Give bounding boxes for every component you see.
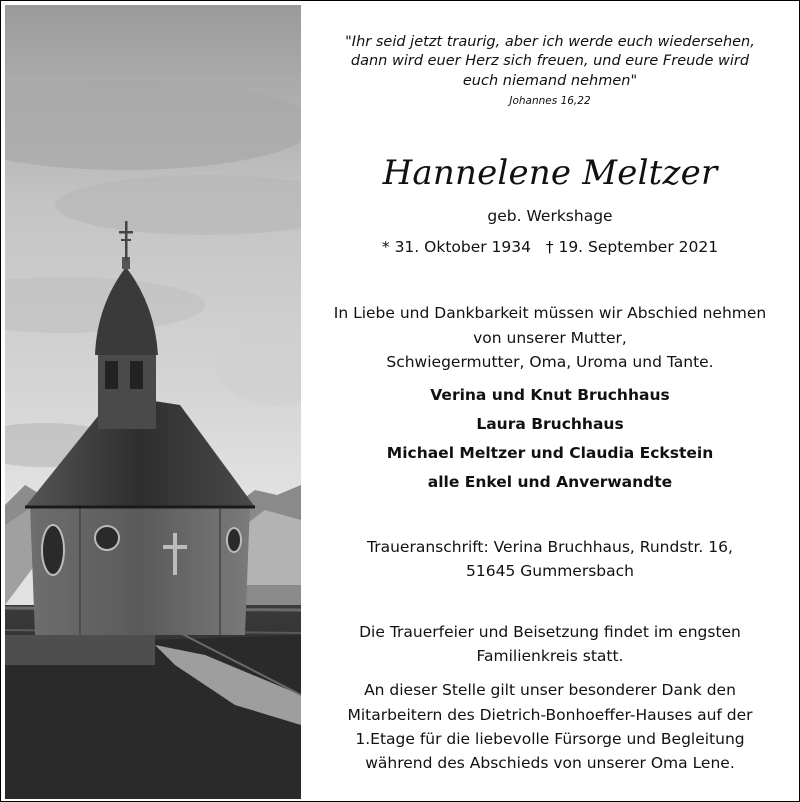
quote-line-2: dann wird euer Herz sich freuen, und eure Freude wird <box>350 53 750 69</box>
thanks-line-4: während des Abschieds von unserer Oma Lene. <box>365 754 735 772</box>
ceremony-line-2: Familienkreis statt. <box>476 647 624 665</box>
text-column <box>301 1 799 801</box>
chapel-photo <box>5 5 301 799</box>
life-dates: * 31. Oktober 1934 † 19. September 2021 <box>381 238 719 256</box>
thanks-line-2: Mitarbeitern des Dietrich-Bonhoeffer-Hauses auf der <box>347 706 753 724</box>
deceased-name: Hannelene Meltzer <box>382 153 718 193</box>
mourner-3: Michael Meltzer und Claudia Eckstein <box>386 444 714 462</box>
ceremony-line-1: Die Trauerfeier und Beisetzung findet im engsten <box>359 623 741 641</box>
quote-line-3: euch niemand nehmen" <box>462 73 638 89</box>
mourner-4: alle Enkel und Anverwandte <box>427 473 673 491</box>
mourner-2: Laura Bruchhaus <box>476 415 624 433</box>
announcement-line-3: Schwiegermutter, Oma, Uroma und Tante. <box>386 353 714 371</box>
announcement-line-1: In Liebe und Dankbarkeit müssen wir Abschied nehmen <box>333 304 767 322</box>
thanks-line-3: 1.Etage für die liebevolle Fürsorge und Begleitung <box>355 730 745 748</box>
mourner-1: Verina und Knut Bruchhaus <box>430 386 670 404</box>
quote-line-1: "Ihr seid jetzt traurig, aber ich werde euch wiedersehen, <box>345 34 755 50</box>
address-line-2: 51645 Gummersbach <box>466 562 634 580</box>
birth-name: geb. Werkshage <box>487 207 613 225</box>
quote-reference: Johannes 16,22 <box>509 95 591 107</box>
thanks-line-1: An dieser Stelle gilt unser besonderer Dank den <box>364 681 736 699</box>
announcement-line-2: von unserer Mutter, <box>473 329 627 347</box>
address-line-1: Traueranschrift: Verina Bruchhaus, Rundstr. 16, <box>367 538 733 556</box>
